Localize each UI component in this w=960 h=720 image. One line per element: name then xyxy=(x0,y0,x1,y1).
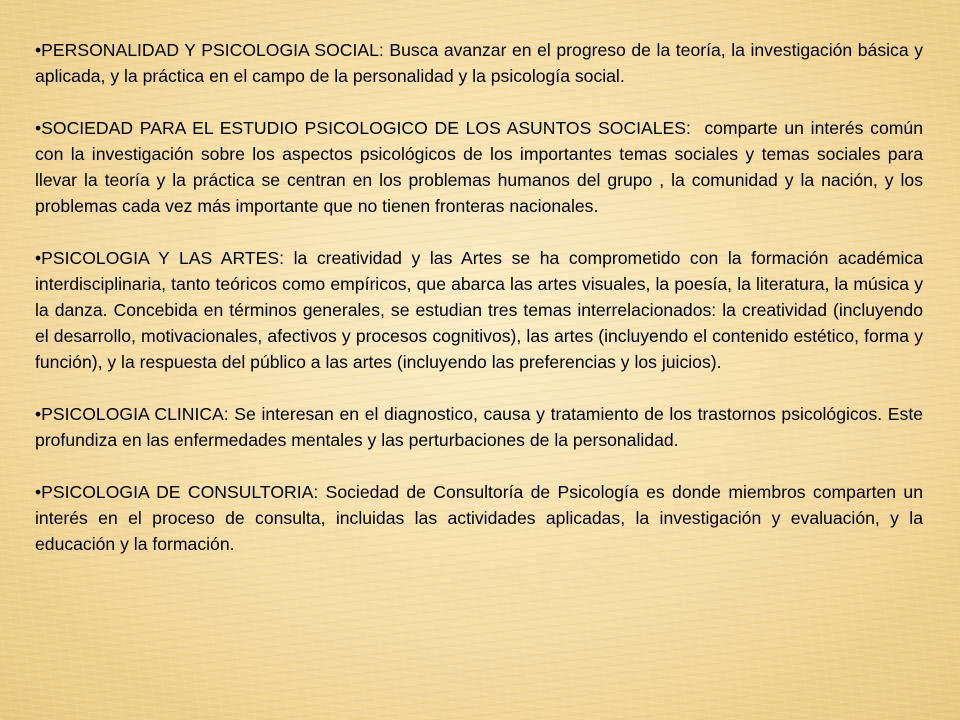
paragraph-psicologia-consultoria xyxy=(35,479,923,557)
paragraph-heading: SOCIEDAD PARA EL ESTUDIO PSICOLOGICO DE LOS ASUNTOS SOCIALES: xyxy=(41,118,691,138)
paragraph-sociedad-estudio-psicologico xyxy=(35,115,928,219)
paragraph-personalidad-psicologia-social xyxy=(35,37,923,89)
paragraph-body: Busca avanzar en el progreso de la teoría, la investigación básica y aplicada, y la práctica en el campo de la personalidad y la psicología social. xyxy=(35,40,923,86)
paragraph-psicologia-clinica xyxy=(35,401,923,453)
slide-content xyxy=(35,37,928,557)
bullet-marker: • xyxy=(35,248,42,268)
bullet-marker: • xyxy=(35,482,42,502)
paragraph-heading: PERSONALIDAD Y PSICOLOGIA SOCIAL: xyxy=(41,40,384,60)
paragraph-body: la creatividad y las Artes se ha comprometido con la formación académica interdisciplinaria, tanto teóricos como empíricos, que abarca las artes visuales, la poesía, la literatura, la música y la danza. Concebida en términos generales, se estudian tres temas interrelacionados: la creatividad (incluyendo el desarrollo, motivacionales, afectivos y procesos cognitivos), las artes (incluyendo el contenido estético, forma y función), y la respuesta del público a las artes (incluyendo las preferencias y los juicios). xyxy=(35,248,923,372)
bullet-marker: • xyxy=(35,40,42,60)
bullet-marker: • xyxy=(35,118,42,138)
paragraph-body: Se interesan en el diagnostico, causa y tratamiento de los trastornos psicológicos. Este profundiza en las enfermedades mentales y las perturbaciones de la personalidad. xyxy=(35,404,923,450)
paragraph-body: comparte un interés común con la investigación sobre los aspectos psicológicos de los importantes temas sociales y temas sociales para llevar la teoría y la práctica se centran en los problemas humanos del grupo , la comunidad y la nación, y los problemas cada vez más importante que no tienen fronteras nacionales. xyxy=(35,118,928,216)
paragraph-heading: PSICOLOGIA CLINICA: xyxy=(41,404,229,424)
paragraph-heading: PSICOLOGIA DE CONSULTORIA: xyxy=(41,482,319,502)
bullet-marker: • xyxy=(35,404,42,424)
paragraph-heading: PSICOLOGIA Y LAS ARTES: xyxy=(41,248,285,268)
paragraph-psicologia-artes xyxy=(35,245,923,375)
paragraph-body: Sociedad de Consultoría de Psicología es donde miembros comparten un interés en el proceso de consulta, incluidas las actividades aplicadas, la investigación y evaluación, y la educación y la formación. xyxy=(35,482,923,554)
